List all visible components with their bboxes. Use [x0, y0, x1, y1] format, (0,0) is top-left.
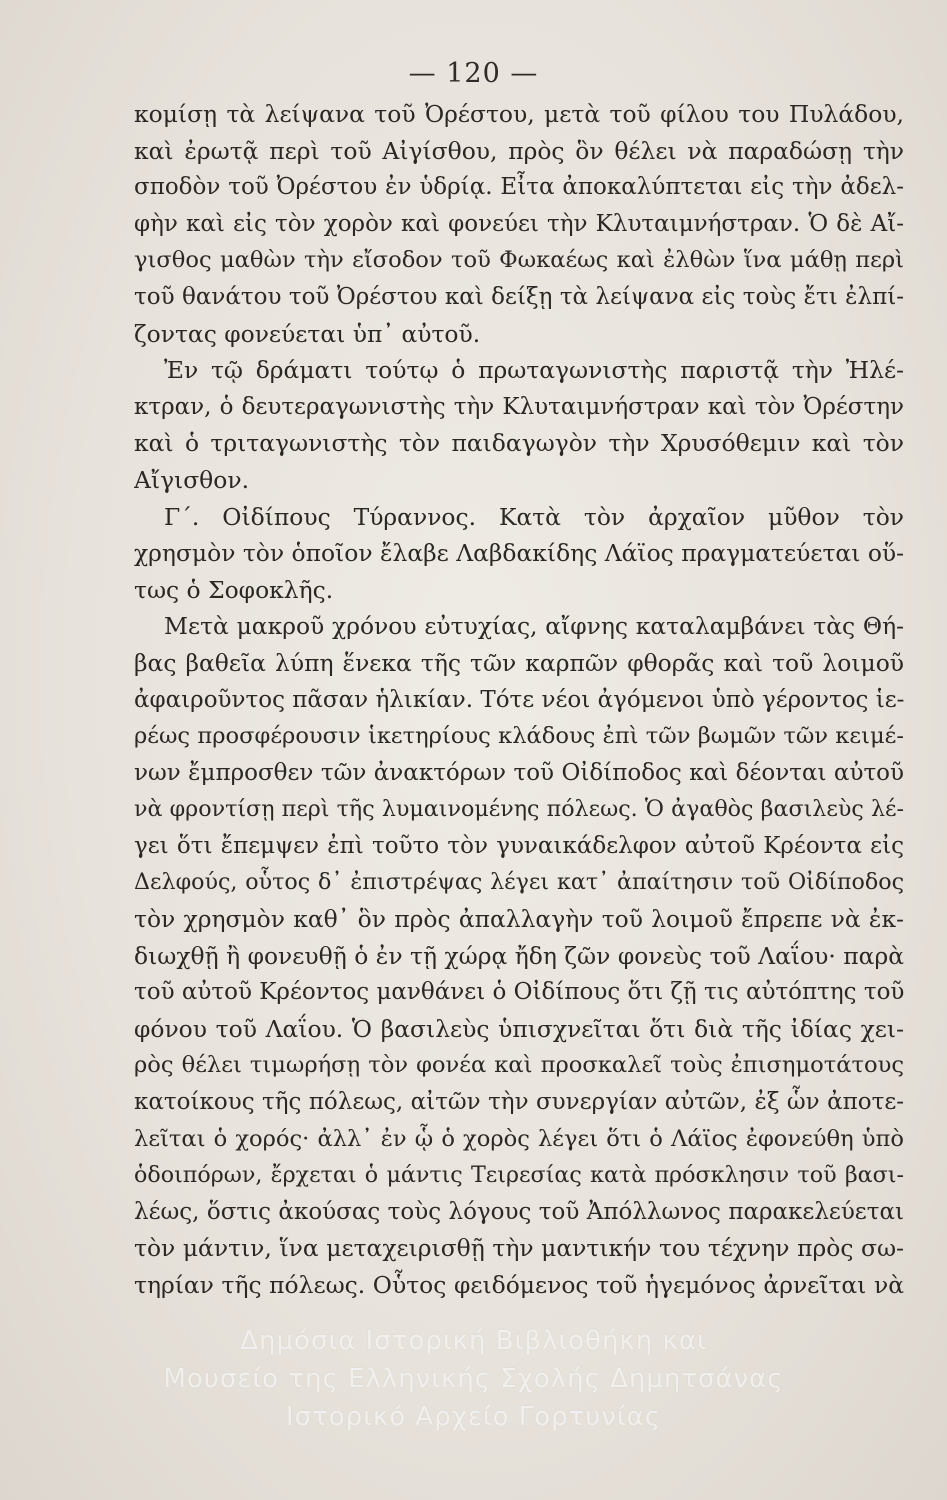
text-line: φόνου τοῦ Λαΐου. Ὁ βασιλεὺς ὑπισχνεῖται ὅτι διὰ τῆς ἰδίας χει- [134, 1014, 904, 1043]
text-line: κατοίκους τῆς πόλεως, αἰτῶν τὴν συνεργίαν αὐτῶν, ἐξ ὧν ἀποτε- [134, 1089, 904, 1116]
text-line: τὸν μάντιν, ἵνα μεταχειρισθῇ τὴν μαντικήν του τέχνην πρὸς σω- [134, 1234, 904, 1263]
text-line: τηρίαν τῆς πόλεως. Οὗτος φειδόμενος τοῦ ἡγεμόνος ἀρνεῖται νὰ [134, 1271, 904, 1299]
text-line: τοῦ θανάτου τοῦ Ὀρέστου καὶ δείξῃ τὰ λείψανα εἰς τοὺς ἔτι ἐλπί- [134, 283, 904, 310]
text-line: διωχθῇ ἢ φονευθῇ ὁ ἐν τῇ χώρᾳ ἤδη ζῶν φονεὺς τοῦ Λαΐου· παρὰ [134, 941, 904, 970]
text-line: ρὸς θέλει τιμωρήσῃ τὸν φονέα καὶ προσκαλεῖ τοὺς ἐπισημοτάτους [134, 1052, 904, 1079]
text-line: καὶ ὁ τριταγωνιστὴς τὸν παιδαγωγὸν τὴν Χρυσόθεμιν καὶ τὸν [134, 429, 904, 458]
text-line: ἀφαιροῦντος πᾶσαν ἡλικίαν. Τότε νέοι ἀγόμενοι ὑπὸ γέροντος ἱε- [134, 686, 904, 713]
text-line: τως ὁ Σοφοκλῆς. [134, 575, 334, 604]
text-line: ρέως προσφέρουσιν ἱκετηρίους κλάδους ἐπὶ τῶν βωμῶν τῶν κειμέ- [134, 723, 904, 750]
text-line: κτραν, ὁ δευτεραγωνιστὴς τὴν Κλυταιμνήστραν καὶ τὸν Ὀρέστην [134, 393, 904, 420]
section-heading-line: Γ΄. Οἰδίπους Τύραννος. Κατὰ τὸν ἀρχαῖον μῦθον τὸν [164, 502, 904, 531]
text-line: φὴν καὶ εἰς τὸν χορὸν καὶ φονεύει τὴν Κλυταιμνήστραν. Ὁ δὲ Αἴ- [134, 210, 904, 237]
text-line: Ἐν τῷ δράματι τούτῳ ὁ πρωταγωνιστὴς παριστᾷ τὴν Ἠλέ- [164, 356, 904, 385]
text-line: καὶ ἐρωτᾷ περὶ τοῦ Αἰγίσθου, πρὸς ὃν θέλει νὰ παραδώσῃ τὴν [134, 136, 904, 165]
text-line: βας βαθεῖα λύπη ἕνεκα τῆς τῶν καρπῶν φθορᾶς καὶ τοῦ λοιμοῦ [134, 648, 904, 677]
text-line: λεῖται ὁ χορός· ἀλλ᾽ ἐν ᾧ ὁ χορὸς λέγει ὅτι ὁ Λάϊος ἐφονεύθη ὑπὸ [134, 1125, 904, 1152]
page-number: — 120 — [408, 58, 539, 89]
watermark-line: Ιστορικό Αρχείο Γορτυνίας [285, 1402, 662, 1432]
text-line: γισθος μαθὼν τὴν εἴσοδον τοῦ Φωκαέως καὶ ἐλθὼν ἵνα μάθῃ περὶ [134, 247, 904, 274]
text-line: γει ὅτι ἔπεμψεν ἐπὶ τοῦτο τὸν γυναικάδελφον αὐτοῦ Κρέοντα εἰς [134, 832, 904, 859]
text-line: κομίσῃ τὰ λείψανα τοῦ Ὀρέστου, μετὰ τοῦ φίλου του Πυλάδου, [134, 100, 904, 128]
text-line: τὸν χρησμὸν καθ᾽ ὃν πρὸς ἀπαλλαγὴν τοῦ λοιμοῦ ἔπρεπε νὰ ἐκ- [134, 905, 904, 934]
text-line: χρησμὸν τὸν ὁποῖον ἔλαβε Λαβδακίδης Λάϊος πραγματεύεται οὕ- [134, 539, 904, 568]
text-line: νων ἔμπροσθεν τῶν ἀνακτόρων τοῦ Οἰδίποδος καὶ δέονται αὐτοῦ [134, 759, 904, 786]
text-line: Δελφούς, οὗτος δ᾽ ἐπιστρέψας λέγει κατ᾽ ἀπαίτησιν τοῦ Οἰδίποδος [134, 869, 904, 896]
text-line: τοῦ αὐτοῦ Κρέοντος μανθάνει ὁ Οἰδίπους ὅτι ζῇ τις αὐτόπτης τοῦ [134, 979, 904, 1006]
text-line: σποδὸν τοῦ Ὀρέστου ἐν ὑδρίᾳ. Εἶτα ἀποκαλύπτεται εἰς τὴν ἀδελ- [134, 174, 904, 201]
watermark-line: Δημόσια Ιστορική Βιβλιοθήκη και [240, 1326, 707, 1356]
text-line: λέως, ὅστις ἀκούσας τοὺς λόγους τοῦ Ἀπόλλωνος παρακελεύεται [134, 1198, 904, 1225]
watermark-line: Μουσείο της Ελληνικής Σχολής Δημητσάνας [163, 1364, 784, 1394]
text-line: ὁδοιπόρων, ἔρχεται ὁ μάντις Τειρεσίας κατὰ πρόσκλησιν τοῦ βασι- [134, 1162, 904, 1189]
text-line: νὰ φροντίσῃ περὶ τῆς λυμαινομένης πόλεως. Ὁ ἀγαθὸς βασιλεὺς λέ- [134, 796, 904, 823]
text-line: Αἴγισθον. [134, 465, 250, 494]
text-line: ζοντας φονεύεται ὑπ᾽ αὐτοῦ. [134, 319, 481, 348]
body-text [134, 96, 904, 1304]
text-line: Μετὰ μακροῦ χρόνου εὐτυχίας, αἴφνης καταλαμβάνει τὰς Θή- [164, 612, 904, 641]
